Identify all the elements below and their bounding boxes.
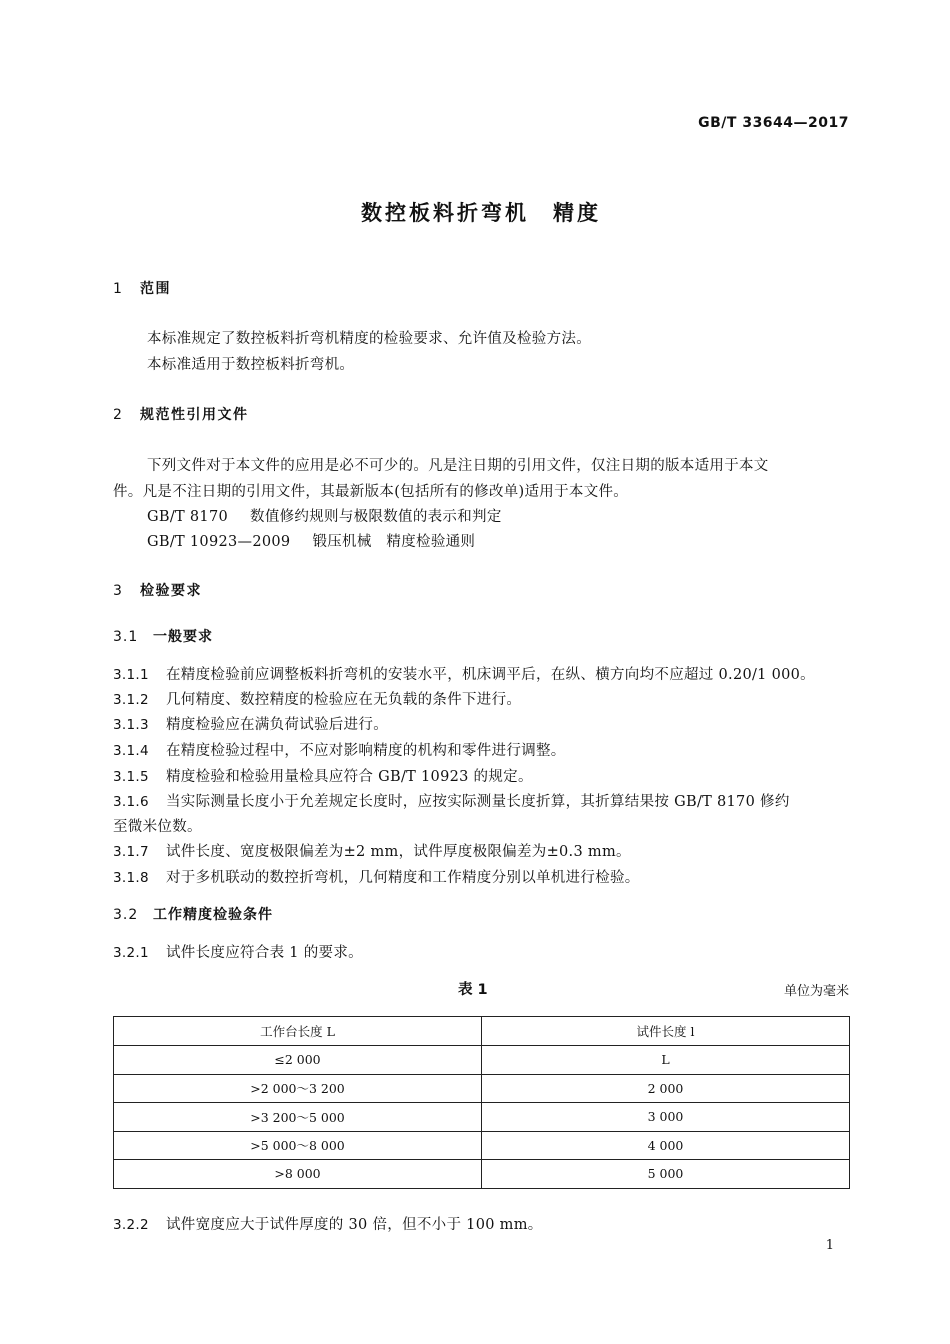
section-title: 规范性引用文件	[140, 407, 249, 423]
table-row	[114, 1103, 850, 1132]
clause-text: 在精度检验前应调整板料折弯机的安装水平，机床调平后，在纵、横方向均不应超过 0.20/1 000。	[166, 667, 815, 683]
table-header-row	[114, 1017, 850, 1046]
section-title: 一般要求	[153, 629, 213, 645]
table-cell: ≤2 000	[114, 1046, 482, 1075]
clause-3-1-1	[113, 663, 815, 684]
table-caption: 表 1	[458, 982, 488, 998]
table-row	[114, 1131, 850, 1160]
clause-3-1-5	[113, 765, 533, 786]
table-cell: >5 000～8 000	[114, 1131, 482, 1160]
paragraph: 件。凡是不注日期的引用文件，其最新版本(包括所有的修改单)适用于本文件。	[113, 484, 629, 500]
clause-text: 试件长度、宽度极限偏差为±2 mm，试件厚度极限偏差为±0.3 mm。	[166, 844, 631, 860]
section-number: 3.2	[113, 907, 139, 923]
table-cell: L	[482, 1046, 850, 1075]
section-3-2-heading	[113, 904, 273, 924]
clause-text: 试件长度应符合表 1 的要求。	[166, 945, 363, 961]
table-row	[114, 1160, 850, 1189]
table-cell: >8 000	[114, 1160, 482, 1189]
clause-3-2-2	[113, 1213, 543, 1234]
clause-3-1-6	[113, 790, 790, 811]
page-number: 1	[825, 1238, 834, 1253]
table-row	[114, 1046, 850, 1075]
section-3-heading	[113, 580, 202, 600]
clause-number: 3.1.8	[113, 870, 149, 886]
document-title: 数控板料折弯机 精度	[361, 201, 601, 225]
table-unit-note: 单位为毫米	[783, 984, 849, 999]
clause-text: 在精度检验过程中，不应对影响精度的机构和零件进行调整。	[166, 743, 566, 759]
paragraph: 下列文件对于本文件的应用是必不可少的。凡是注日期的引用文件，仅注日期的版本适用于本文	[147, 458, 769, 474]
clause-3-2-1	[113, 941, 363, 962]
clause-3-1-4	[113, 739, 566, 760]
clause-number: 3.1.1	[113, 667, 149, 683]
table-header-cell: 工作台长度 L	[114, 1017, 482, 1046]
paragraph: 本标准适用于数控板料折弯机。	[147, 357, 355, 373]
reference-item	[147, 530, 475, 551]
section-number: 1	[113, 281, 124, 297]
clause-text: 精度检验应在满负荷试验后进行。	[166, 717, 388, 733]
section-title: 范围	[140, 281, 171, 297]
clause-number: 3.1.3	[113, 717, 149, 733]
clause-text: 对于多机联动的数控折弯机，几何精度和工作精度分别以单机进行检验。	[166, 870, 640, 886]
clause-3-1-6-continued: 至微米位数。	[113, 819, 202, 835]
reference-code: GB/T 10923—2009	[147, 534, 291, 550]
table-1	[113, 1016, 850, 1189]
section-3-1-heading	[113, 626, 213, 646]
table-cell: 5 000	[482, 1160, 850, 1189]
clause-text: 几何精度、数控精度的检验应在无负载的条件下进行。	[166, 692, 522, 708]
table-header-cell: 试件长度 l	[482, 1017, 850, 1046]
reference-code: GB/T 8170	[147, 509, 229, 525]
clause-number: 3.2.2	[113, 1217, 149, 1233]
table-cell: >3 200～5 000	[114, 1103, 482, 1132]
clause-number: 3.1.5	[113, 769, 149, 785]
table-cell: 3 000	[482, 1103, 850, 1132]
clause-3-1-3	[113, 713, 388, 734]
table-cell: 4 000	[482, 1131, 850, 1160]
clause-text: 试件宽度应大于试件厚度的 30 倍，但不小于 100 mm。	[166, 1217, 543, 1233]
standard-number: GB/T 33644—2017	[698, 115, 849, 131]
section-title: 检验要求	[140, 583, 202, 599]
clause-3-1-2	[113, 688, 521, 709]
section-title: 工作精度检验条件	[153, 907, 273, 923]
clause-3-1-8	[113, 866, 640, 887]
clause-3-1-7	[113, 840, 631, 861]
section-2-heading	[113, 404, 249, 424]
section-number: 2	[113, 407, 124, 423]
clause-number: 3.2.1	[113, 945, 149, 961]
table-cell: >2 000～3 200	[114, 1074, 482, 1103]
paragraph: 本标准规定了数控板料折弯机精度的检验要求、允许值及检验方法。	[147, 331, 591, 347]
clause-number: 3.1.7	[113, 844, 149, 860]
clause-text: 精度检验和检验用量检具应符合 GB/T 10923 的规定。	[166, 769, 533, 785]
table-row	[114, 1074, 850, 1103]
section-1-heading	[113, 278, 171, 298]
reference-title: 锻压机械 精度检验通则	[312, 534, 476, 550]
reference-item	[147, 505, 502, 526]
clause-number: 3.1.4	[113, 743, 149, 759]
section-number: 3	[113, 583, 124, 599]
reference-title: 数值修约规则与极限数值的表示和判定	[250, 509, 502, 525]
clause-number: 3.1.2	[113, 692, 149, 708]
table-cell: 2 000	[482, 1074, 850, 1103]
clause-text: 当实际测量长度小于允差规定长度时，应按实际测量长度折算，其折算结果按 GB/T 8170 修约	[166, 794, 790, 810]
clause-number: 3.1.6	[113, 794, 149, 810]
section-number: 3.1	[113, 629, 139, 645]
